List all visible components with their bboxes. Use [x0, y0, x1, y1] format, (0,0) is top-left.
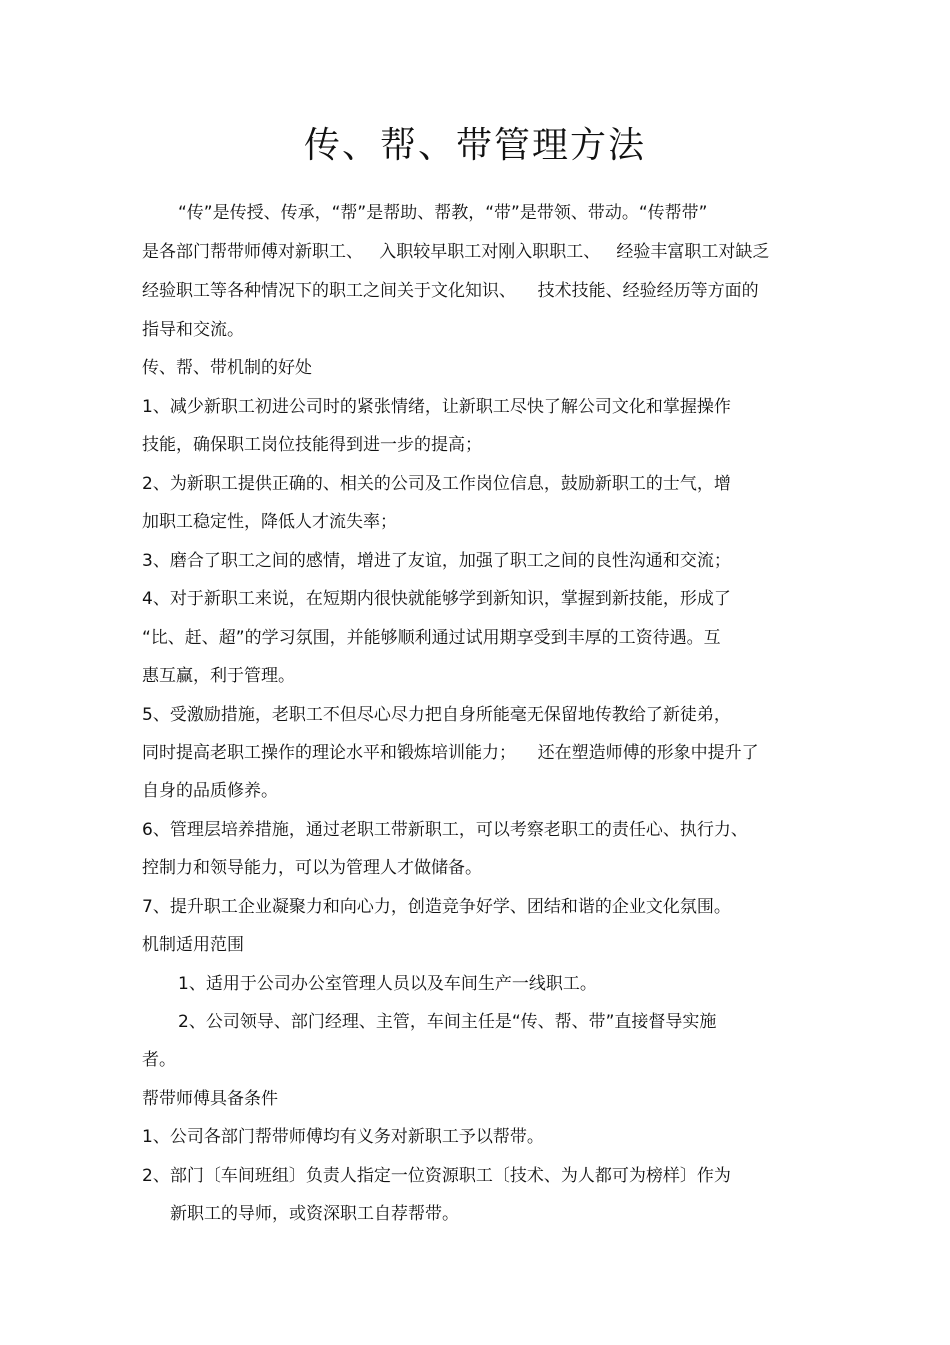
list-item-line: 1、适用于公司办公室管理人员以及车间生产一线职工。 [178, 974, 597, 994]
list-item-line: 2、为新职工提供正确的、相关的公司及工作岗位信息，鼓励新职工的士气，增 [142, 474, 731, 494]
list-item-line: 者。 [142, 1050, 176, 1070]
list-item-line: 1、减少新职工初进公司时的紧张情绪，让新职工尽快了解公司文化和掌握操作 [142, 397, 731, 417]
paragraph-line: 经验职工等各种情况下的职工之间关于文化知识、 技术技能、经验经历等方面的 [142, 281, 759, 301]
paragraph-line: “传”是传授、传承，“帮”是帮助、帮教，“带”是带领、带动。“传帮带” [178, 203, 708, 223]
list-item-line: 控制力和领导能力，可以为管理人才做储备。 [142, 858, 482, 878]
paragraph-line: 是各部门帮带师傅对新职工、 入职较早职工对刚入职职工、 经验丰富职工对缺乏 [142, 242, 770, 262]
section-heading: 帮带师傅具备条件 [142, 1089, 278, 1109]
paragraph-line: 指导和交流。 [142, 320, 244, 340]
list-item-line: 加职工稳定性，降低人才流失率； [142, 512, 397, 532]
list-item-line: 同时提高老职工操作的理论水平和锻炼培训能力； 还在塑造师傅的形象中提升了 [142, 743, 759, 763]
list-item-line: 6、管理层培养措施，通过老职工带新职工，可以考察老职工的责任心、执行力、 [142, 820, 748, 840]
list-item-line: 惠互赢，利于管理。 [142, 666, 295, 686]
list-item-line: “比、赶、超”的学习氛围，并能够顺利通过试用期享受到丰厚的工资待遇。互 [142, 628, 721, 648]
list-item-line: 3、磨合了职工之间的感情，增进了友谊，加强了职工之间的良性沟通和交流； [142, 551, 731, 571]
document-title: 传、帮、带管理方法 [303, 125, 646, 166]
list-item-line: 1、公司各部门帮带师傅均有义务对新职工予以帮带。 [142, 1127, 544, 1147]
list-item-line: 2、部门〔车间班组〕负责人指定一位资源职工〔技术、为人都可为榜样〕作为 [142, 1166, 731, 1186]
section-heading: 机制适用范围 [142, 935, 244, 955]
list-item-line: 技能，确保职工岗位技能得到进一步的提高； [142, 435, 482, 455]
list-item-line: 新职工的导师，或资深职工自荐帮带。 [170, 1204, 459, 1224]
list-item-line: 2、公司领导、部门经理、主管，车间主任是“传、帮、带”直接督导实施 [178, 1012, 717, 1032]
list-item-line: 5、受激励措施，老职工不但尽心尽力把自身所能毫无保留地传教给了新徒弟， [142, 705, 731, 725]
section-heading: 传、帮、带机制的好处 [142, 358, 312, 378]
list-item-line: 自身的品质修养。 [142, 781, 278, 801]
list-item-line: 4、对于新职工来说，在短期内很快就能够学到新知识，掌握到新技能，形成了 [142, 589, 731, 609]
list-item-line: 7、提升职工企业凝聚力和向心力，创造竞争好学、团结和谐的企业文化氛围。 [142, 897, 731, 917]
